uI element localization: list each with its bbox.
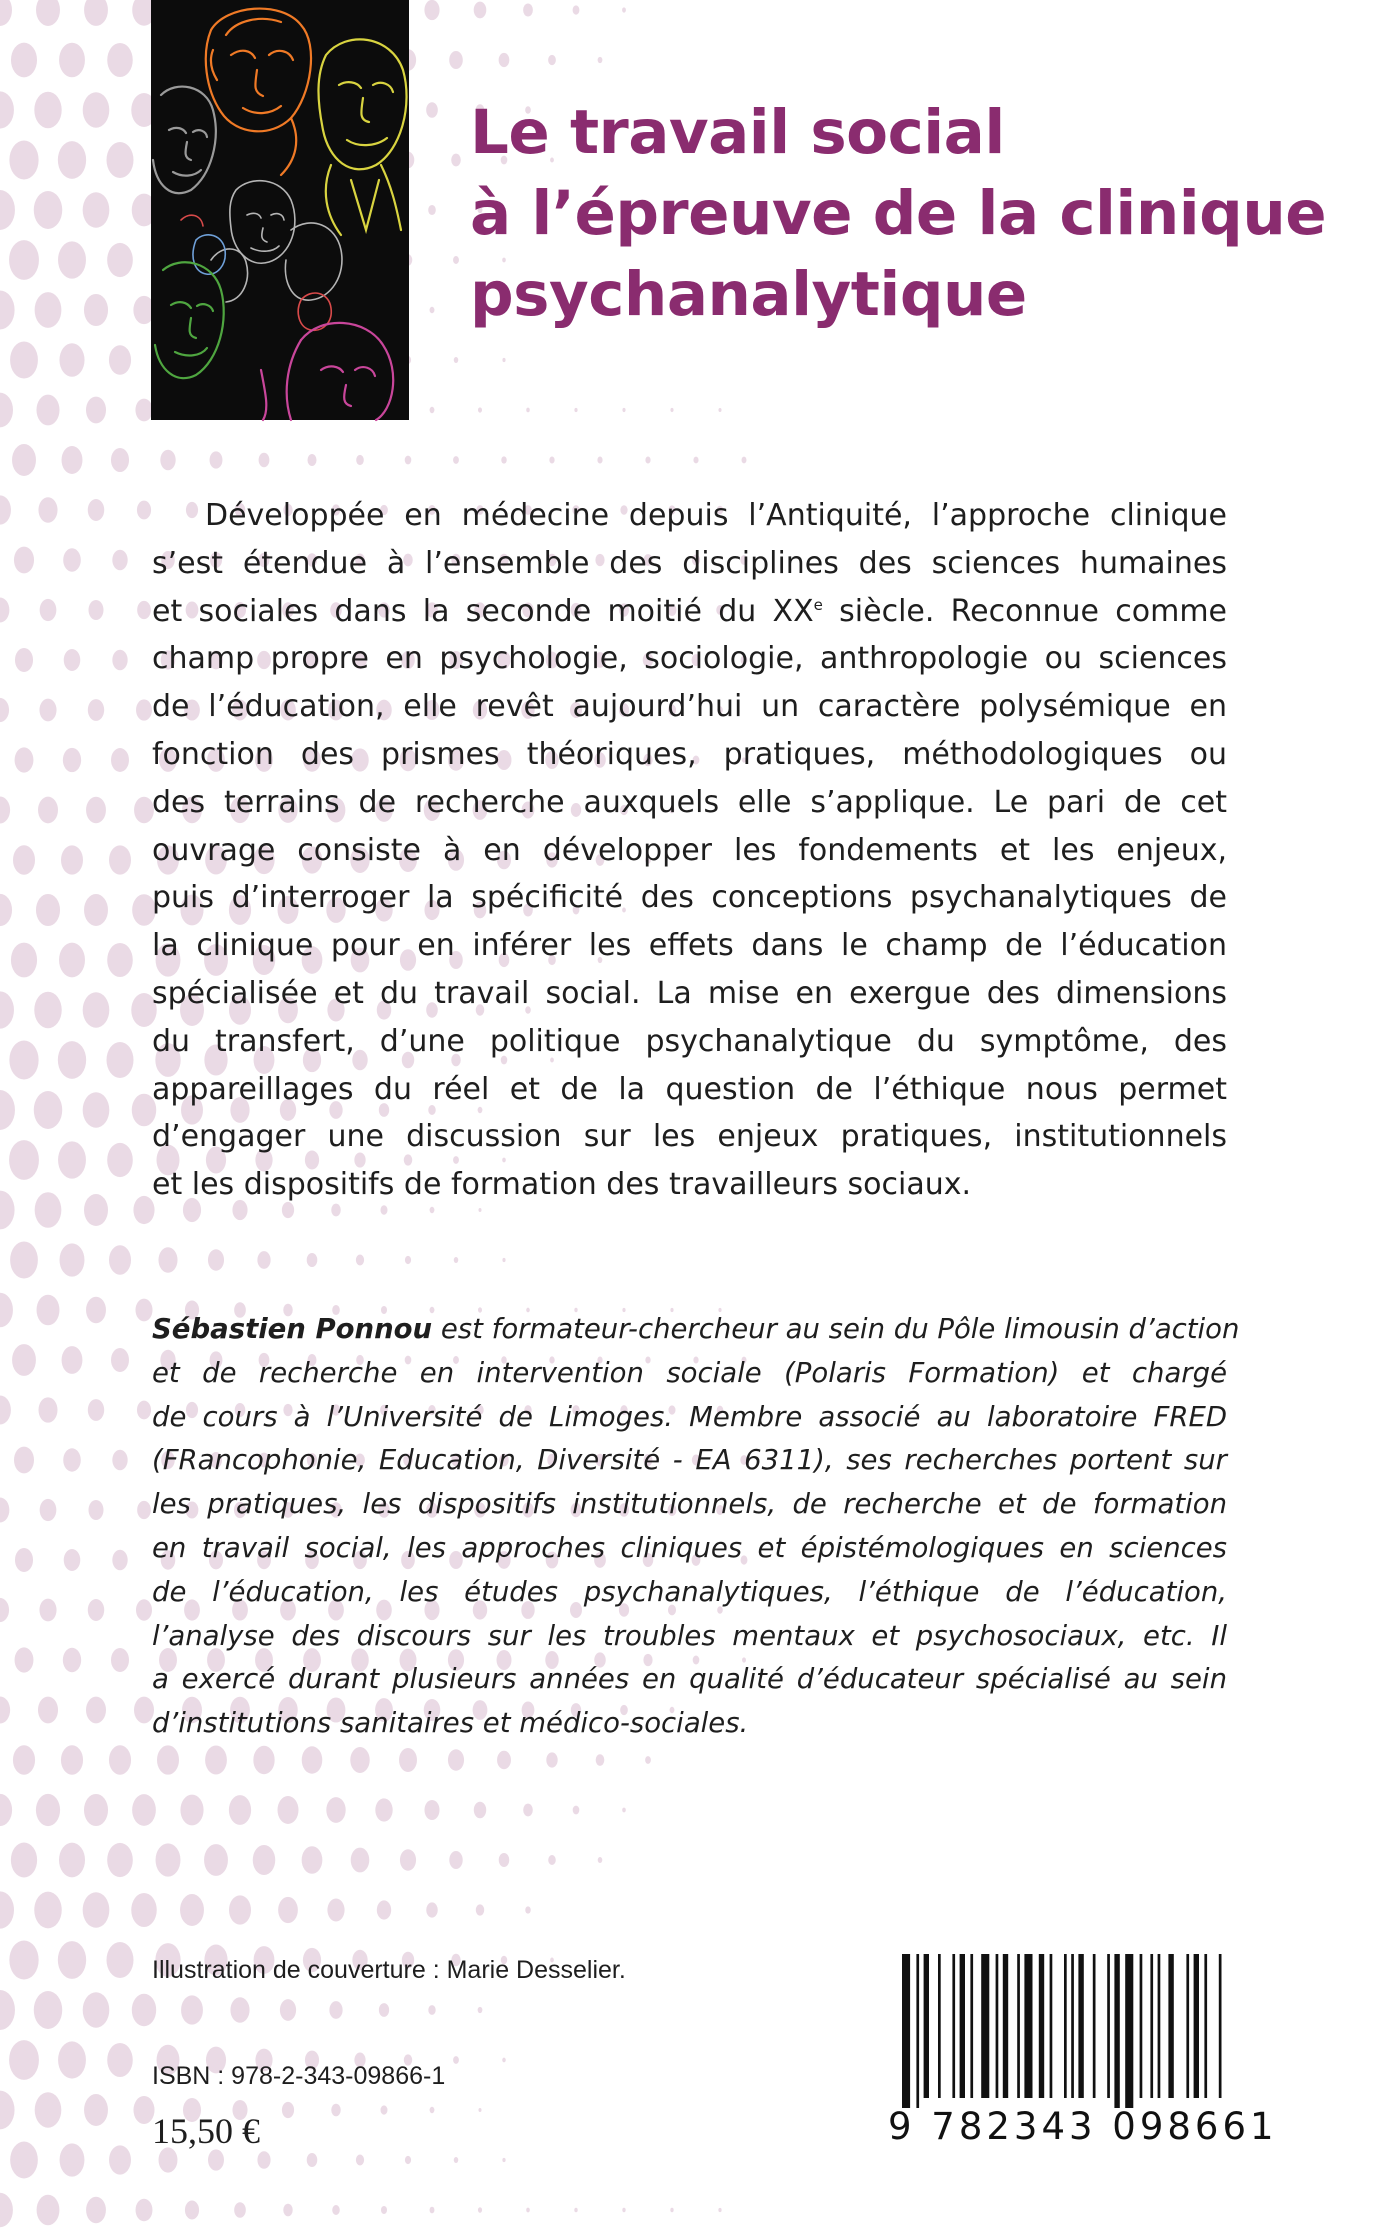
psychoanalyst-faces-icon	[151, 0, 409, 420]
summary-line: puis d’interroger la spécificité des conceptions psychanalytiques de	[152, 880, 1227, 916]
barcode-bars-icon	[888, 1948, 1238, 2108]
bio-line: en travail social, les approches cliniques et épistémologiques en sciences	[152, 1531, 1227, 1564]
bio-text: est formateur-chercheur au sein du Pôle limousin d’action	[432, 1313, 1240, 1345]
price-label: 15,50 €	[152, 2111, 260, 2151]
book-summary	[152, 492, 1227, 1209]
summary-line: appareillages du réel et de la question de l’éthique nous permet	[152, 1071, 1227, 1107]
author-bio	[152, 1308, 1240, 1746]
cover-illustration-icon	[151, 0, 409, 420]
bio-line: (FRancophonie, Education, Diversité - EA 6311), ses recherches portent sur	[152, 1444, 1227, 1477]
bio-line: d’institutions sanitaires et médico-sociales.	[152, 1707, 749, 1740]
barcode-number: 9 782343 098661	[888, 2105, 1278, 2148]
book-title-line: Le travail social	[470, 97, 1005, 168]
summary-line: champ propre en psychologie, sociologie, anthropologie ou sciences	[152, 641, 1227, 677]
summary-line: ouvrage consiste à en développer les fondements et les enjeux,	[152, 832, 1227, 868]
bio-line	[152, 1308, 1240, 1352]
book-title-line: psychanalytique	[470, 259, 1027, 330]
summary-line: des terrains de recherche auxquels elle s’applique. Le pari de cet	[152, 784, 1227, 820]
century-superscript: e	[813, 595, 823, 614]
summary-line: et les dispositifs de formation des travailleurs sociaux.	[152, 1167, 972, 1203]
book-title	[470, 92, 1350, 335]
book-title-line: à l’épreuve de la clinique	[470, 178, 1327, 249]
summary-text: et sociales dans la seconde moitié du XX	[152, 593, 814, 629]
summary-line: de l’éducation, elle revêt aujourd’hui un caractère polysémique en	[152, 689, 1227, 725]
summary-line: spécialisée et du travail social. La mise en exergue des dimensions	[152, 975, 1227, 1011]
summary-line: la clinique pour en inférer les effets dans le champ de l’éducation	[152, 928, 1227, 964]
bio-line: et de recherche en intervention sociale (Polaris Formation) et chargé	[152, 1356, 1227, 1389]
author-name: Sébastien Ponnou	[152, 1313, 433, 1345]
bio-line: de l’éducation, les études psychanalytiques, l’éthique de l’éducation,	[152, 1575, 1227, 1608]
illustration-credit: Illustration de couverture : Marie Desselier.	[152, 1956, 626, 1984]
summary-line: s’est étendue à l’ensemble des disciplines des sciences humaines	[152, 545, 1227, 581]
summary-line: du transfert, d’une politique psychanalytique du symptôme, des	[152, 1023, 1227, 1059]
summary-text: siècle. Reconnue comme	[822, 593, 1227, 629]
bio-line: a exercé durant plusieurs années en qualité d’éducateur spécialisé au sein	[152, 1663, 1227, 1696]
bio-line: de cours à l’Université de Limoges. Membre associé au laboratoire FRED	[152, 1400, 1227, 1433]
bio-line: l’analyse des discours sur les troubles mentaux et psychosociaux, etc. Il	[152, 1619, 1227, 1652]
isbn-label: ISBN : 978-2-343-09866-1	[152, 2062, 446, 2090]
summary-line: fonction des prismes théoriques, pratiques, méthodologiques ou	[152, 736, 1227, 772]
barcode	[888, 1948, 1278, 2150]
summary-line: d’engager une discussion sur les enjeux pratiques, institutionnels	[152, 1119, 1227, 1155]
summary-line: Développée en médecine depuis l’Antiquité, l’approche clinique	[205, 498, 1227, 533]
summary-line	[152, 588, 1227, 636]
bio-line: les pratiques, les dispositifs institutionnels, de recherche et de formation	[152, 1488, 1227, 1521]
